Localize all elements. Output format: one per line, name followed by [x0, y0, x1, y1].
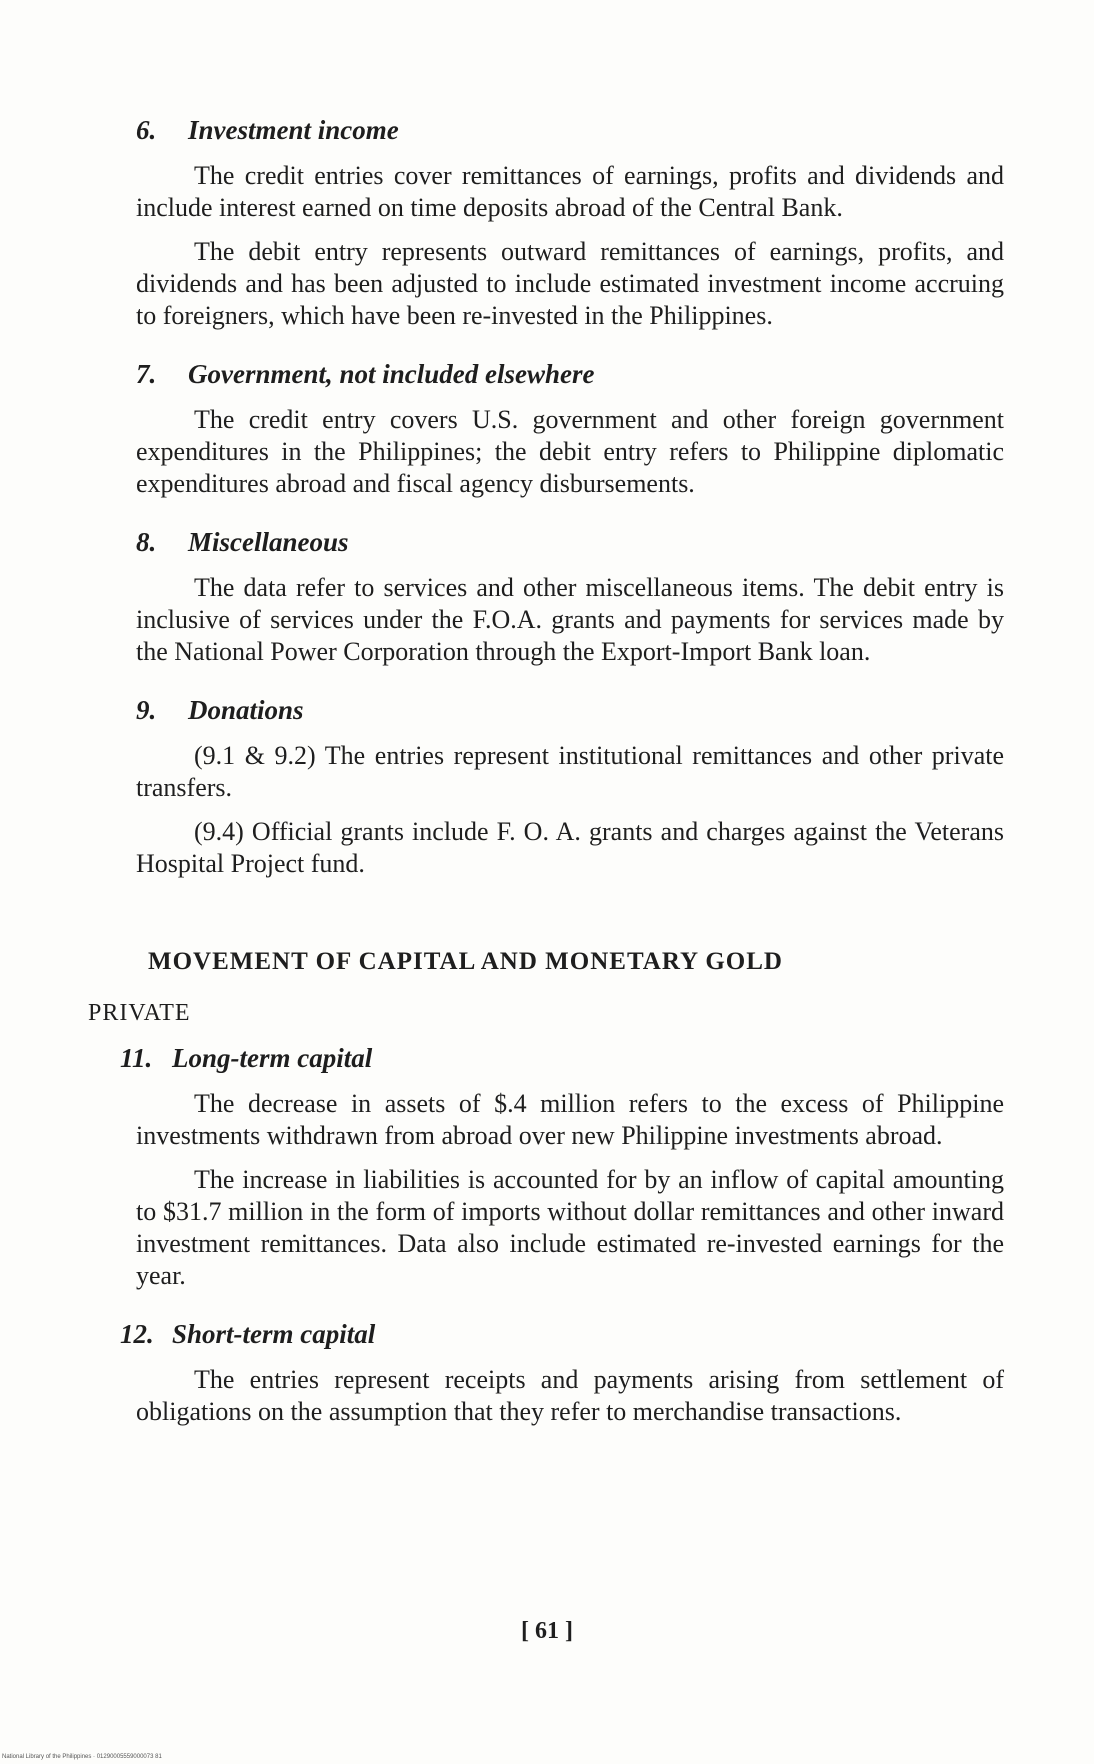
paragraph: The debit entry represents outward remittances of earnings, profits, and dividends and has been adjusted to include estimated investment income accruing to foreigners, which have been re-invested in the Philippines.: [136, 237, 1004, 330]
section-title: Short-term capital: [172, 1319, 376, 1349]
section-heading: [136, 356, 1004, 392]
page-number: [ 61 ]: [521, 1618, 573, 1644]
page-content: [88, 112, 1004, 1452]
paragraph: The data refer to services and other miscellaneous items. The debit entry is inclusive of services under the F.O.A. grants and payments for services made by the National Power Corporation through the Export-Import Bank loan.: [136, 573, 1004, 666]
section-title: Long-term capital: [172, 1043, 373, 1073]
section-government: [136, 356, 1004, 500]
section-number: 6.: [136, 115, 157, 145]
sub-heading: PRIVATE: [88, 1000, 191, 1026]
section-long-term-capital: [120, 1040, 1004, 1292]
section-miscellaneous: [136, 524, 1004, 668]
section-heading: [120, 1316, 1004, 1352]
paragraph: The credit entry covers U.S. government and other foreign government expenditures in the Philippines; the debit entry refers to Philippine diplomatic expenditures abroad and fiscal agency disbursements.: [136, 405, 1004, 498]
section-heading: [136, 112, 1004, 148]
section-short-term-capital: [120, 1316, 1004, 1428]
paragraph: The entries represent receipts and payments arising from settlement of obligations on the assumption that they refer to merchandise transactions.: [136, 1365, 1004, 1426]
section-heading: [136, 524, 1004, 560]
section-number: 9.: [136, 695, 157, 725]
section-number: 12.: [120, 1319, 154, 1349]
section-number: 7.: [136, 359, 157, 389]
section-title: Donations: [188, 695, 304, 725]
library-stamp: National Library of the Philippines · 01290005559000073 81: [2, 1754, 162, 1760]
section-heading: [120, 1040, 1004, 1076]
section-number: 11.: [120, 1043, 153, 1073]
section-title: Government, not included elsewhere: [188, 359, 595, 389]
paragraph: The increase in liabilities is accounted for by an inflow of capital amounting to $31.7 million in the form of imports without dollar remittances and other inward investment remittances. Data also include estimated re-invested earnings for the year.: [136, 1165, 1004, 1290]
paragraph: The credit entries cover remittances of earnings, profits and dividends and include interest earned on time deposits abroad of the Central Bank.: [136, 161, 1004, 222]
paragraph: (9.1 & 9.2) The entries represent institutional remittances and other private transfers.: [136, 741, 1004, 802]
section-title: Miscellaneous: [188, 527, 349, 557]
major-heading: MOVEMENT OF CAPITAL AND MONETARY GOLD: [148, 948, 783, 975]
paragraph: The decrease in assets of $.4 million refers to the excess of Philippine investments withdrawn from abroad over new Philippine investments abroad.: [136, 1089, 1004, 1150]
section-title: Investment income: [188, 115, 399, 145]
section-donations: [136, 692, 1004, 880]
section-investment-income: [136, 112, 1004, 332]
section-number: 8.: [136, 527, 157, 557]
section-heading: [136, 692, 1004, 728]
paragraph: (9.4) Official grants include F. O. A. grants and charges against the Veterans Hospital Project fund.: [136, 817, 1004, 878]
